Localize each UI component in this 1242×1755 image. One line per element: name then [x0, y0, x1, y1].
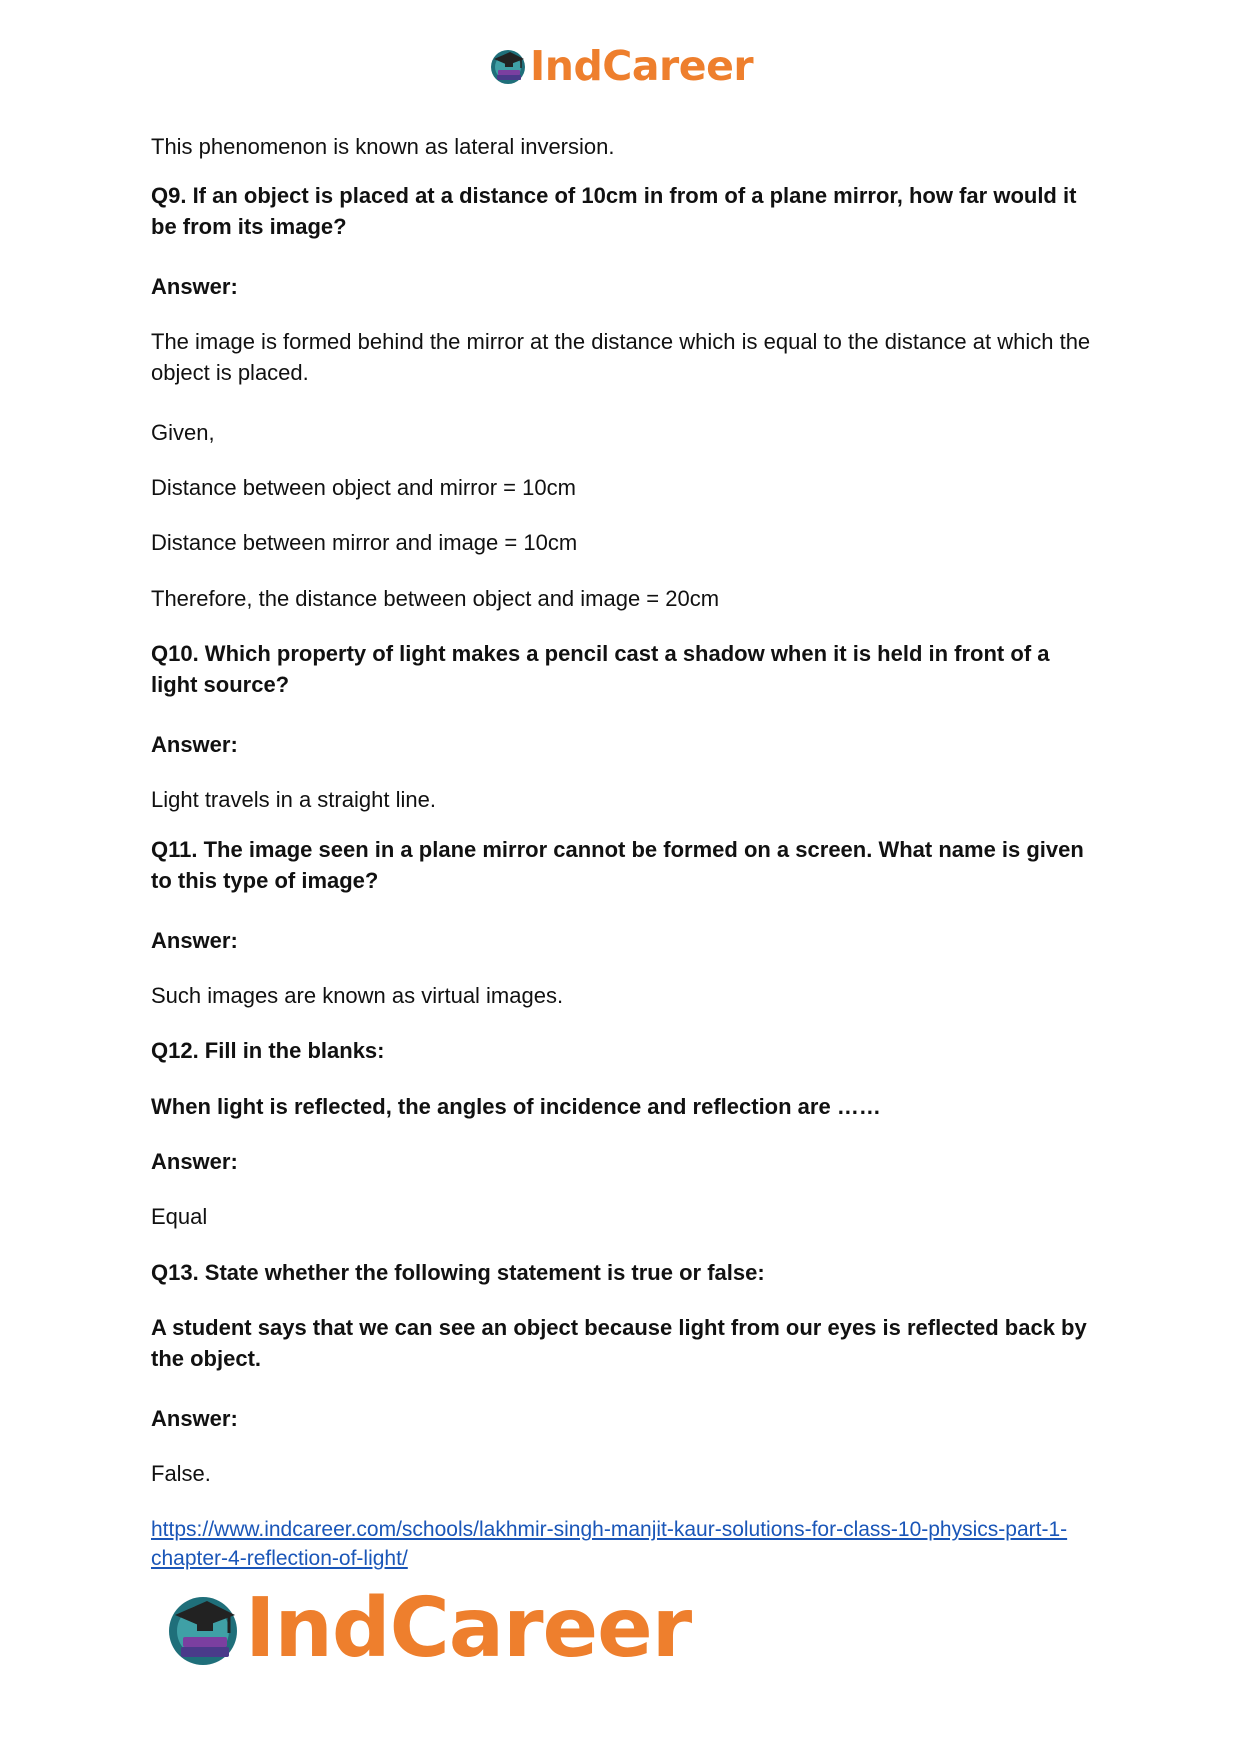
question-q12: Q12. Fill in the blanks:	[151, 1038, 385, 1063]
fill-in-blank-statement: When light is reflected, the angles of incidence and reflection are ……	[151, 1094, 881, 1119]
source-link[interactable]: https://www.indcareer.com/schools/lakhmir-singh-manjit-kaur-solutions-for-class-10-physics-part-1-chapter-4-reflection-of-light/	[151, 1518, 1068, 1570]
question-q10: Q10. Which property of light makes a pencil cast a shadow when it is held in front of a light source?	[151, 641, 1050, 697]
given-label: Given,	[151, 420, 215, 445]
true-false-statement: A student says that we can see an object because light from our eyes is reflected back by the object.	[151, 1315, 1087, 1371]
result-line: Therefore, the distance between object and image = 20cm	[151, 586, 720, 611]
answer-heading: Answer:	[151, 1406, 238, 1431]
answer-text: The image is formed behind the mirror at the distance which is equal to the distance at which the object is placed.	[151, 329, 1091, 385]
footer-logo	[163, 1581, 692, 1676]
header-logo-text: IndCareer	[530, 42, 754, 90]
answer-heading: Answer:	[151, 274, 238, 299]
answer-text: False.	[151, 1461, 211, 1486]
answer-text: Equal	[151, 1204, 208, 1229]
given-line: Distance between mirror and image = 10cm	[151, 530, 578, 555]
graduation-cap-books-icon	[163, 1589, 243, 1669]
question-q11: Q11. The image seen in a plane mirror cannot be formed on a screen. What name is given to this type of image?	[151, 837, 1084, 893]
question-q9: Q9. If an object is placed at a distance of 10cm in from of a plane mirror, how far would it be from its image?	[151, 183, 1077, 239]
answer-text: Such images are known as virtual images.	[151, 983, 564, 1008]
paragraph-lateral-inversion: This phenomenon is known as lateral inversion.	[151, 134, 615, 159]
answer-heading: Answer:	[151, 928, 238, 953]
graduation-cap-books-icon	[488, 46, 528, 86]
header-logo	[488, 42, 753, 90]
answer-text: Light travels in a straight line.	[151, 787, 436, 812]
given-line: Distance between object and mirror = 10cm	[151, 475, 576, 500]
question-q13: Q13. State whether the following statement is true or false:	[151, 1260, 765, 1285]
footer-logo-text: IndCareer	[245, 1581, 692, 1676]
answer-heading: Answer:	[151, 1149, 238, 1174]
answer-heading: Answer:	[151, 732, 238, 757]
